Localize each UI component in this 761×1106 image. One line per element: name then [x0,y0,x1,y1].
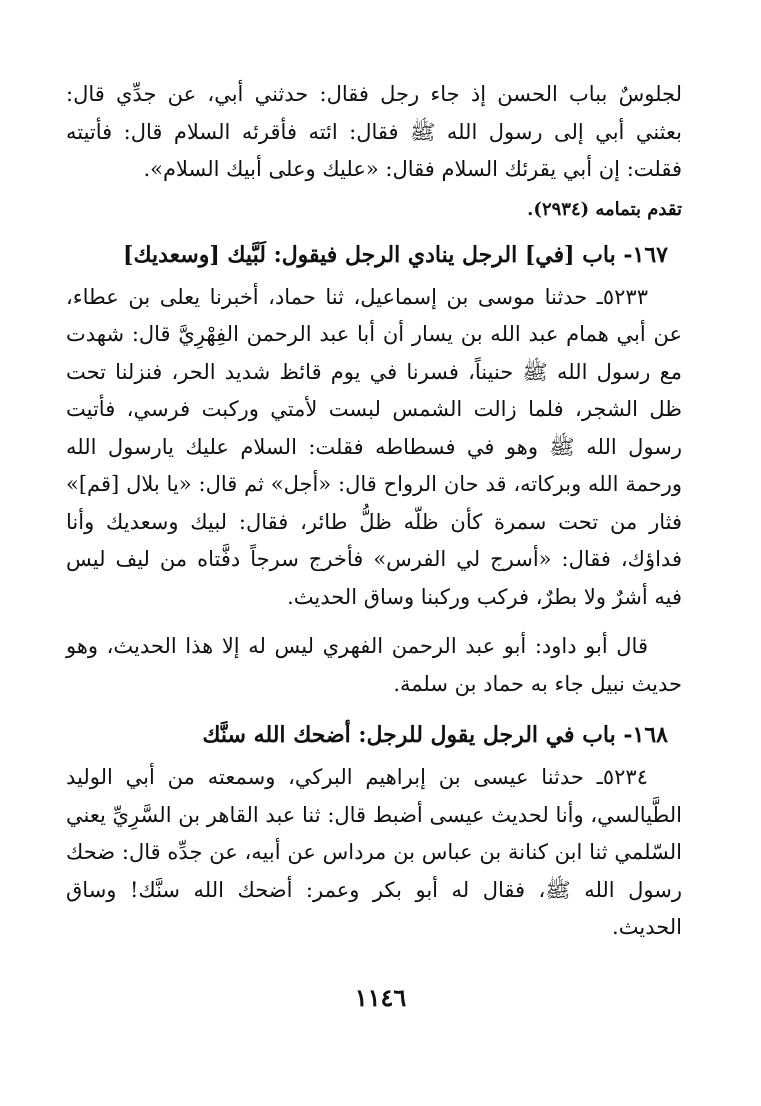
page-body [66,76,682,947]
page-number: ١١٤٦ [354,983,407,1012]
abu-dawud-commentary: قال أبو داود: أبو عبد الرحمن الفهري ليس له إلا هذا الحديث، وهو حديث نبيل جاء به حماد بن سلمة. [66,634,682,696]
hadith-5234: ٥٢٣٤ـ حدثنا عيسى بن إبراهيم البركي، وسمعته من أبي الوليد الطَّيالسي، وأنا لحديث عيسى أضبط قال: ثنا عبد القاهر بن السَّرِيِّ يعني السّلمي ثنا ابن كنانة بن عباس بن مرداس عن أبيه، عن جدِّه قال: ضحك رسول الله ﷺ، فقال له أبو بكر وعمر: أضحك الله سنَّك! وساق الحديث. [66,765,682,939]
continuation-paragraph: لجلوسٌ بباب الحسن إذ جاء رجل فقال: حدثني أبي، عن جدِّي قال: بعثني أبي إلى رسول الله ﷺ فقال: ائته فأقرئه السلام قال: فأتيته فقلت: إن أبي يقرئك السلام فقال: «عليك وعلى أبيك السلام». [66,82,682,181]
cross-reference-note: تقدم بتمامه (٢٩٣٤). [527,198,682,220]
chapter-167-heading: ١٦٧- باب [في] الرجل ينادي الرجل فيقول: لَبَّيك [وسعديك] [123,241,668,268]
chapter-168-heading: ١٦٨- باب في الرجل يقول للرجل: أضحك الله سنَّك [202,722,668,748]
hadith-5233: ٥٢٣٣ـ حدثنا موسى بن إسماعيل، ثنا حماد، أخبرنا يعلى بن عطاء، عن أبي همام عبد الله بن يسار أن أبا عبد الرحمن الفِهْرِيَّ قال: شهدت مع رسول الله ﷺ حنيناً، فسرنا في يوم قائظ شديد الحر، فنزلنا تحت ظل الشجر، فلما زالت الشمس لبست لأمتي وركبت فرسي، فأتيت رسول الله ﷺ وهو في فسطاطه فقلت: السلام عليك يارسول الله ورحمة الله وبركاته، قد حان الرواح قال: «أجل» ثم قال: «يا بلال [قم]» فثار من تحت سمرة كأن ظلّه ظلُّ طائر، فقال: لبيك وسعديك وأنا فداؤك، فقال: «أسرج لي الفرس» فأخرج سرجاً دفَّتاه من ليف ليس فيه أشرٌ ولا بطرٌ، فركب وركبنا وساق الحديث. [66,284,682,609]
